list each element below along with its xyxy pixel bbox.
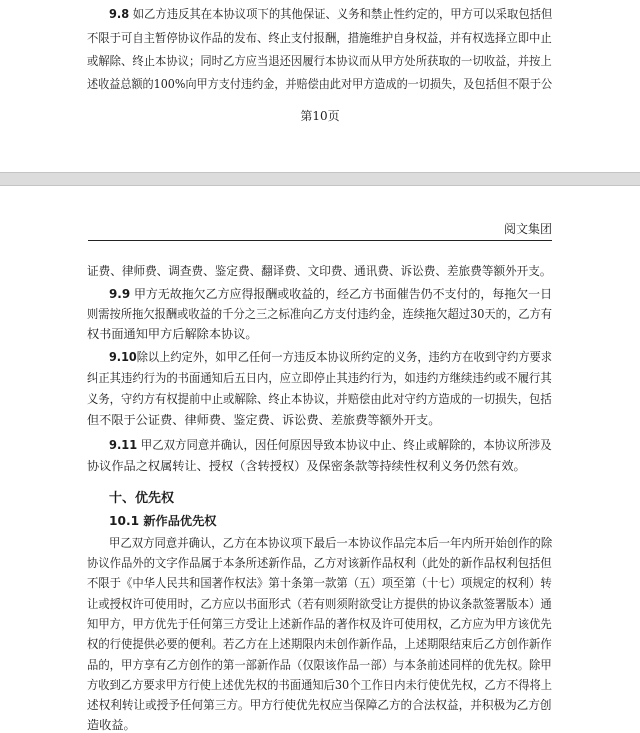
clause-9-8-line-4: 述收益总额的100%向甲方支付违约金，并赔偿由此对甲方造成的一切损失，及包括但不限于公 (87, 77, 553, 91)
section-10-1-line-4: 让或授权许可使用时，乙方应以书面形式（若有则须附欲受让方提供的协议条款签署版本）通 (87, 597, 552, 611)
section-10-heading: 十、优先权 (109, 491, 175, 506)
continuation-line: 证费、律师费、调查费、鉴定费、翻译费、文印费、通讯费、诉讼费、差旅费等额外开支。 (87, 264, 552, 278)
page-header-org: 阅文集团 (503, 222, 552, 236)
clause-9-11-line-2: 协议作品之权属转让、授权（含转授权）及保密条款等持续性权利义务仍然有效。 (87, 459, 526, 473)
section-10-1-line-10: 造收益。 (87, 718, 136, 732)
section-10-1-line-6: 权的行使提供必要的便利。若乙方在上述期限内未创作新作品，上述期限结束后乙方创作新作 (87, 637, 552, 651)
page-separator (0, 172, 640, 186)
clause-9-11-line-1: 9.11 甲乙双方同意并确认，因任何原因导致本协议中止、终止或解除的，本协议所涉及 (109, 438, 552, 452)
clause-9-8-line-1: 9.8 如乙方违反其在本协议项下的其他保证、义务和禁止性约定的，甲方可以采取包括但 (109, 7, 553, 21)
clause-9-9-line-3: 权书面通知甲方后解除本协议。 (87, 327, 258, 341)
section-10-1-subheading: 10.1 新作品优先权 (109, 514, 217, 528)
clause-number: 9.8 (109, 7, 130, 21)
clause-9-9-line-1: 9.9 甲方无故拖欠乙方应得报酬或收益的，经乙方书面催告仍不支付的，每拖欠一日 (109, 287, 553, 301)
clause-9-9-line-2: 则需按所拖欠报酬或收益的千分之三之标准向乙方支付违约金，连续拖欠超过30天的，乙方有 (87, 307, 553, 321)
clause-9-10-line-4: 但不限于公证费、律师费、鉴定费、诉讼费、差旅费等额外开支。 (87, 413, 441, 427)
section-10-1-line-7: 品的，甲方享有乙方创作的第一部新作品（仅限该作品一部）与本条前述同样的优先权。除甲 (87, 658, 552, 672)
section-10-1-line-2: 协议作品外的文字作品属于本条所述新作品，乙方对该新作品权利（此处的新作品权利包括但 (87, 556, 552, 570)
clause-9-8-line-2: 不限于可自主暂停协议作品的发布、终止支付报酬，措施维护自身权益，并有权选择立即中止 (87, 31, 552, 45)
clause-number: 9.9 (109, 287, 131, 301)
section-10-1-line-3: 不限于《中华人民共和国著作权法》第十条第一款第（五）项至第（十七）项规定的权利）转 (87, 576, 552, 590)
clause-9-8-line-3: 或解除、终止本协议；同时乙方应当退还因履行本协议而从甲方处所获取的一切收益，并按上 (87, 54, 552, 68)
section-10-1-line-9: 述权利转让或授予任何第三方。甲方行使优先权应当保障乙方的合法权益，并积极为乙方创 (87, 698, 552, 712)
section-10-1-line-8: 方收到乙方要求甲方行使上述优先权的书面通知后30个工作日内未行使优先权，乙方不得将上 (87, 678, 553, 692)
clause-9-10-line-2: 纠正其违约行为的书面通知后五日内，应立即停止其违约行为，如违约方继续违约或不履行其 (87, 371, 552, 385)
section-10-1-line-1: 甲乙双方同意并确认，乙方在本协议项下最后一本协议作品完本后一年内所开始创作的除 (109, 536, 553, 550)
document-page-10 (0, 0, 640, 172)
section-10-1-line-5: 知甲方，甲方优先于任何第三方受让上述新作品的著作权及许可使用权，乙方应为甲方该优先 (87, 617, 552, 631)
page-header-rule (88, 240, 552, 241)
clause-9-10-line-3: 义务，守约方有权提前中止或解除、终止本协议，并赔偿由此对守约方造成的一切损失，包括 (87, 392, 552, 406)
document-page-11 (0, 186, 640, 732)
clause-number: 9.10 (109, 350, 137, 364)
clause-number: 9.11 (109, 438, 138, 452)
page-number: 第10页 (300, 109, 340, 123)
clause-9-10-line-1: 9.10除以上约定外，如甲乙任何一方违反本协议所约定的义务，违约方在收到守约方要求 (109, 350, 553, 364)
